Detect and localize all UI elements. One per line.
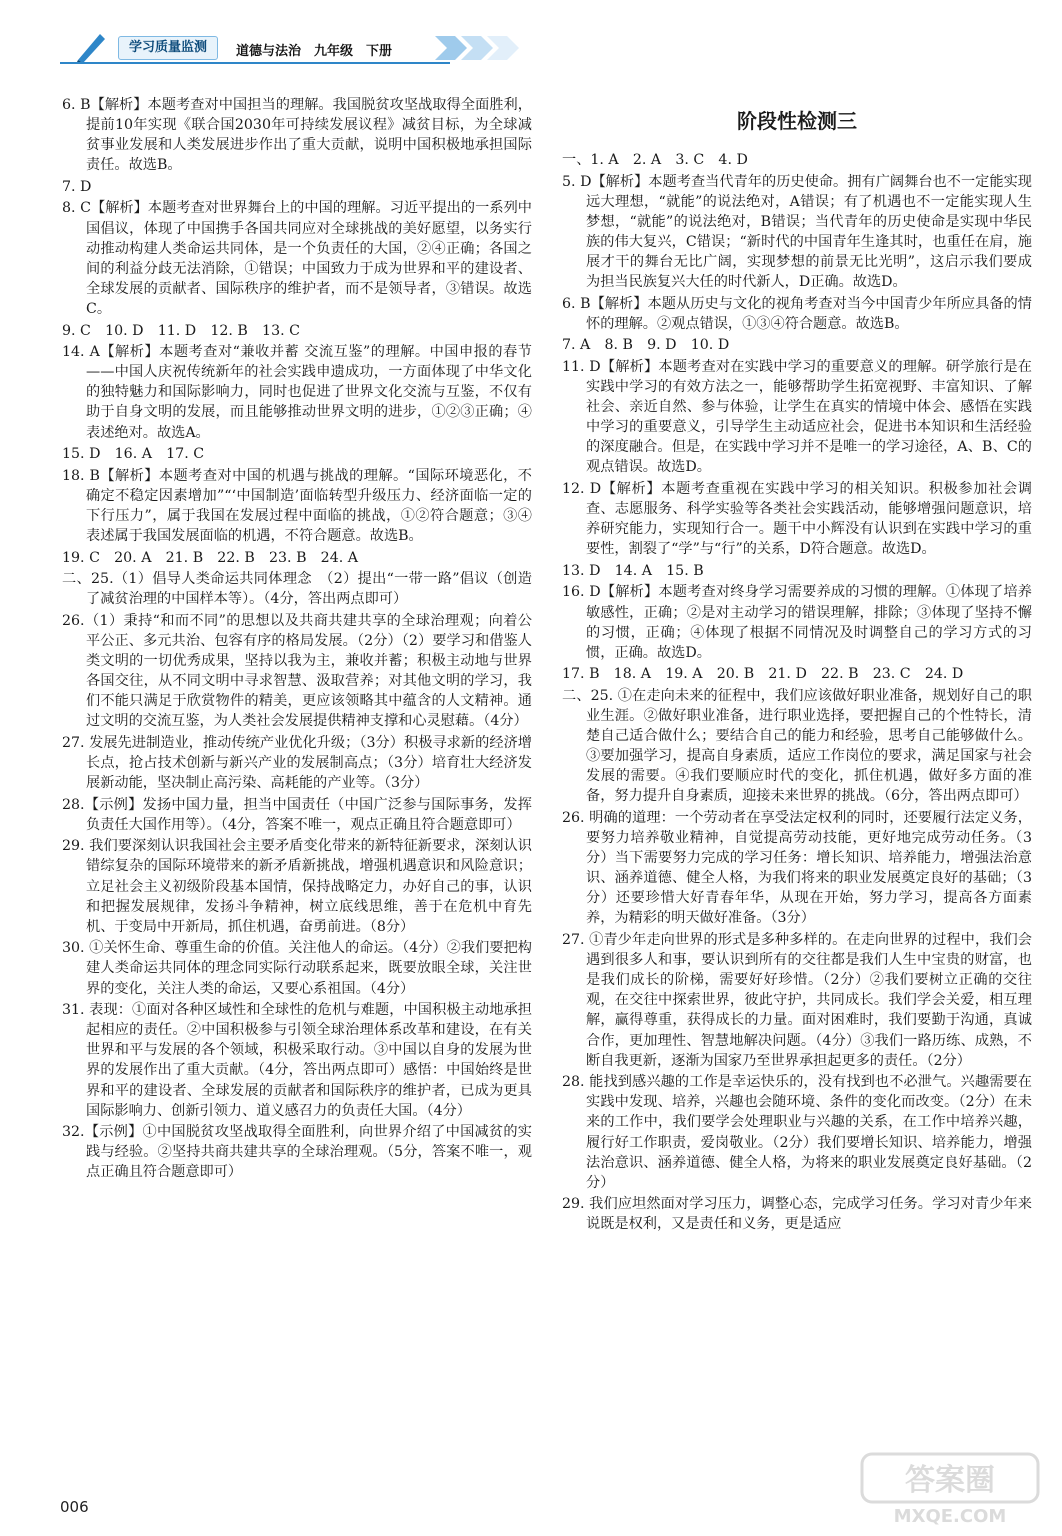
answer-item: 27. 发展先进制造业，推动传统产业优化升级；（3分）积极寻求新的经济增长点，抢占技术创新与新兴产业的发展制高点；（3分）培育壮大经济发展新动能，坚决制止高污染、高耗能的产业等。（3分） (62, 734, 532, 792)
answer-item: 9. C 10. D 11. D 12. B 13. C (62, 322, 300, 339)
watermark-logo (860, 1450, 1040, 1530)
answer-item: 8. C【解析】本题考查对世界舞台上的中国的理解。习近平提出的一系列中国倡议，体现了中国携手各国共同应对全球挑战的美好愿望，以务实行动推动构建人类命运共同体，是一个负责任的大国，②④正确；各国之间的利益分歧无法消除，①错误；中国致力于成为世界和平的建设者、全球发展的贡献者、国际秩序的维护者，而不是领导者，③错误。故选C。 (62, 200, 532, 317)
answer-item: 6. B【解析】本题从历史与文化的视角考查对当今中国青少年所应具备的情怀的理解。②观点错误，①③④符合题意。故选B。 (562, 295, 1032, 332)
left-column (62, 95, 532, 1184)
chevrons-icon (435, 34, 525, 62)
answer-item: 13. D 14. A 15. B (562, 562, 704, 579)
answer-item: 二、25. ①在走向未来的征程中，我们应该做好职业准备，规划好自己的职业生涯。②做好职业准备，进行职业选择，要把握自己的个性特长，清楚自己适合做什么；要结合自己的能力和经验，思考自己能够做什么。③要加强学习，提高自身素质，适应工作岗位的要求，满足国家与社会发展的需要。④我们要顺应时代的变化，抓住机遇，做好多方面的准备，努力提升自身素质，迎接未来世界的挑战。（6分，答出两点即可） (562, 687, 1032, 805)
answer-item: 27. ①青少年走向世界的形式是多种多样的。在走向世界的过程中，我们会遇到很多人和事，要认识到所有的交往都是我们人生中宝贵的财富，也是我们成长的阶梯，需要好好珍惜。（2分）②我们要树立正确的交往观，在交往中探索世界，彼此守护，共同成长。我们学会关爱，相互理解，赢得尊重，获得成长的力量。面对困难时，我们要勤于沟通，真诚合作，更加理性、智慧地解决问题。（4分）③我们一路历练、成熟，不断自我更新，逐渐为国家乃至世界承担起更多的责任。（2分） (562, 932, 1032, 1069)
svg-text:MXQE.COM: MXQE.COM (893, 1506, 1007, 1527)
series-badge: 学习质量监测 (118, 36, 218, 60)
answer-item: 26.（1）秉持“和而不同”的思想以及共商共建共享的全球治理观；向着公平公正、多元共治、包容有序的格局发展。（2分）（2）要学习和借鉴人类文明的一切优秀成果，坚持以我为主，兼收并蓄；积极主动地与世界各国交往，从不同文明中寻求智慧、汲取营养；对其他文明的学习，我们不能只满足于欣赏物件的精美，更应该领略其中蕴含的人文精神。通过文明的交流互鉴，为人类社会发展提供精神支撑和心灵慰藉。（4分） (62, 612, 532, 730)
answer-item: 14. A【解析】本题考查对“兼收并蓄 交流互鉴”的理解。中国申报的春节——中国人庆祝传统新年的社会实践申遗成功，一方面体现了中华文化的独特魅力和国际影响力，同时也促进了世界文化交流与互鉴，不仅有助于自身文明的发展，而且能够推动世界文明的进步，①②③正确；④表述绝对。故选A。 (62, 344, 532, 441)
answer-item: 29. 我们要深刻认识我国社会主要矛盾变化带来的新特征新要求，深刻认识错综复杂的国际环境带来的新矛盾新挑战，增强机遇意识和风险意识；立足社会主义初级阶段基本国情，保持战略定力，办好自己的事，认识和把握发展规律，发扬斗争精神，树立底线思维，善于在危机中育先机、于变局中开新局，抓住机遇，奋勇前进。（8分） (62, 838, 532, 935)
answer-item: 29. 我们应坦然面对学习压力，调整心态，完成学习任务。学习对青少年来说既是权利，又是责任和义务，更是适应 (562, 1196, 1032, 1233)
pen-icon (74, 30, 110, 64)
answer-item: 32.【示例】①中国脱贫攻坚战取得全面胜利，向世界介绍了中国减贫的实践与经验。②坚持共商共建共享的全球治理观。（5分，答案不唯一，观点正确且符合题意即可） (62, 1124, 532, 1181)
answer-item: 17. B 18. A 19. A 20. B 21. D 22. B 23. C 24. D (562, 666, 964, 683)
answer-item: 31. 表现：①面对各种区域性和全球性的危机与难题，中国积极主动地承担起相应的责任。②中国积极参与引领全球治理体系改革和建设，在有关世界和平与发展的各个领域，积极采取行动。③中国以自身的发展为世界的发展作出了重大贡献。（4分，答出两点即可）感悟：中国始终是世界和平的建设者、全球发展的贡献者和国际秩序的维护者，已成为更具国际影响力、创新引领力、道义感召力的负责任大国。（4分） (62, 1002, 532, 1119)
page-header (60, 30, 520, 64)
answer-item: 15. D 16. A 17. C (62, 446, 205, 463)
answer-item: 28. 能找到感兴趣的工作是幸运快乐的，没有找到也不必泄气。兴趣需要在实践中发现、培养，兴趣也会随环境、条件的变化而改变。（2分）在未来的工作中，我们要学会处理职业与兴趣的关系，在工作中培养兴趣，履行好工作职责，爱岗敬业。（2分）我们要增长知识、培养能力，增强法治意识、涵养道德、健全人格，为将来的职业发展奠定良好基础。（2分） (562, 1074, 1032, 1191)
svg-text:答案圈: 答案圈 (905, 1463, 995, 1498)
subject-label: 道德与法治 九年级 下册 (236, 44, 393, 59)
answer-item: 28.【示例】发扬中国力量，担当中国责任（中国广泛参与国际事务，发挥负责任大国作用等）。（4分，答案不唯一，观点正确且符合题意即可） (62, 796, 532, 833)
page-number: 006 (60, 1498, 89, 1516)
answer-item: 6. B【解析】本题考查对中国担当的理解。我国脱贫攻坚战取得全面胜利，提前10年实现《联合国2030年可持续发展议程》减贫目标，为全球减贫事业发展和人类发展进步作出了重大贡献，说明中国积极地承担国际责任。故选B。 (62, 97, 532, 174)
right-column (562, 95, 1032, 1236)
answer-item: 26. 明确的道理：一个劳动者在享受法定权利的同时，还要履行法定义务，要努力培养敬业精神，自觉提高劳动技能，更好地完成劳动任务。（3分）当下需要努力完成的学习任务：增长知识、培养能力，增强法治意识、涵养道德、健全人格，为我们将来的职业发展奠定良好的基础；（3分）还要珍惜大好青春年华，从现在开始，努力学习，提高各方面素养，为精彩的明天做好准备。（3分） (562, 810, 1032, 927)
answer-item: 30. ①关怀生命、尊重生命的价值。关注他人的命运。（4分）②我们要把构建人类命运共同体的理念同实际行动联系起来，既要放眼全球，关注世界的变化，关注人类的命运，又要心系祖国。（4分） (62, 940, 532, 997)
section-title: 阶段性检测三 (737, 109, 857, 133)
answer-item: 18. B【解析】本题考查对中国的机遇与挑战的理解。“国际环境恶化，不确定不稳定因素增加”“‘中国制造’面临转型升级压力、经济面临一定的下行压力”，属于我国在发展过程中面临的挑战，①②符合题意；③④表述属于我国发展面临的机遇，不符合题意。故选B。 (62, 467, 532, 544)
answer-item: 11. D【解析】本题考查对在实践中学习的重要意义的理解。研学旅行是在实践中学习的有效方法之一，能够帮助学生拓宽视野、丰富知识、了解社会、亲近自然、参与体验，让学生在真实的情境中体会、感悟在实践中学习的重要意义，引导学生主动适应社会，促进书本知识和生活经验的深度融合。但是，在实践中学习并不是唯一的学习途径，A、B、C的观点错误。故选D。 (562, 358, 1032, 476)
answer-item: 16. D【解析】本题考查对终身学习需要养成的习惯的理解。①体现了培养敏感性，正确；②是对主动学习的错误理解，排除；③体现了坚持不懈的习惯，正确；④体现了根据不同情况及时调整自己的学习方式的习惯，正确。故选D。 (562, 584, 1032, 661)
answer-item: 19. C 20. A 21. B 22. B 23. B 24. A (62, 549, 358, 566)
answer-item: 7. A 8. B 9. D 10. D (562, 337, 730, 354)
header-rule (60, 62, 450, 64)
answer-item: 二、25.（1）倡导人类命运共同体理念 （2）提出“一带一路”倡议（创造了减贫治理的中国样本等）。（4分，答出两点即可） (62, 571, 532, 608)
answer-item: 7. D (62, 178, 92, 195)
answer-item: 一、1. A 2. A 3. C 4. D (562, 152, 748, 168)
answer-item: 5. D【解析】本题考查当代青年的历史使命。拥有广阔舞台也不一定能实现远大理想，“就能”的说法绝对，A错误；有了机遇也不一定能实现人生梦想，“就能”的说法绝对，B错误；当代青年的历史使命是实现中华民族的伟大复兴，C错误；“新时代的中国青年生逢其时，也重任在肩，施展才干的舞台无比广阔，实现梦想的前景无比光明”，这启示我们要成为担当民族复兴大任的时代新人，D正确。故选D。 (562, 173, 1032, 291)
answer-item: 12. D【解析】本题考查重视在实践中学习的相关知识。积极参加社会调查、志愿服务、科学实验等各类社会实践活动，能够增强问题意识，培养研究能力，实现知行合一。题干中小辉没有认识到在实践中学习的重要性，割裂了“学”与“行”的关系，D符合题意。故选D。 (562, 481, 1032, 558)
